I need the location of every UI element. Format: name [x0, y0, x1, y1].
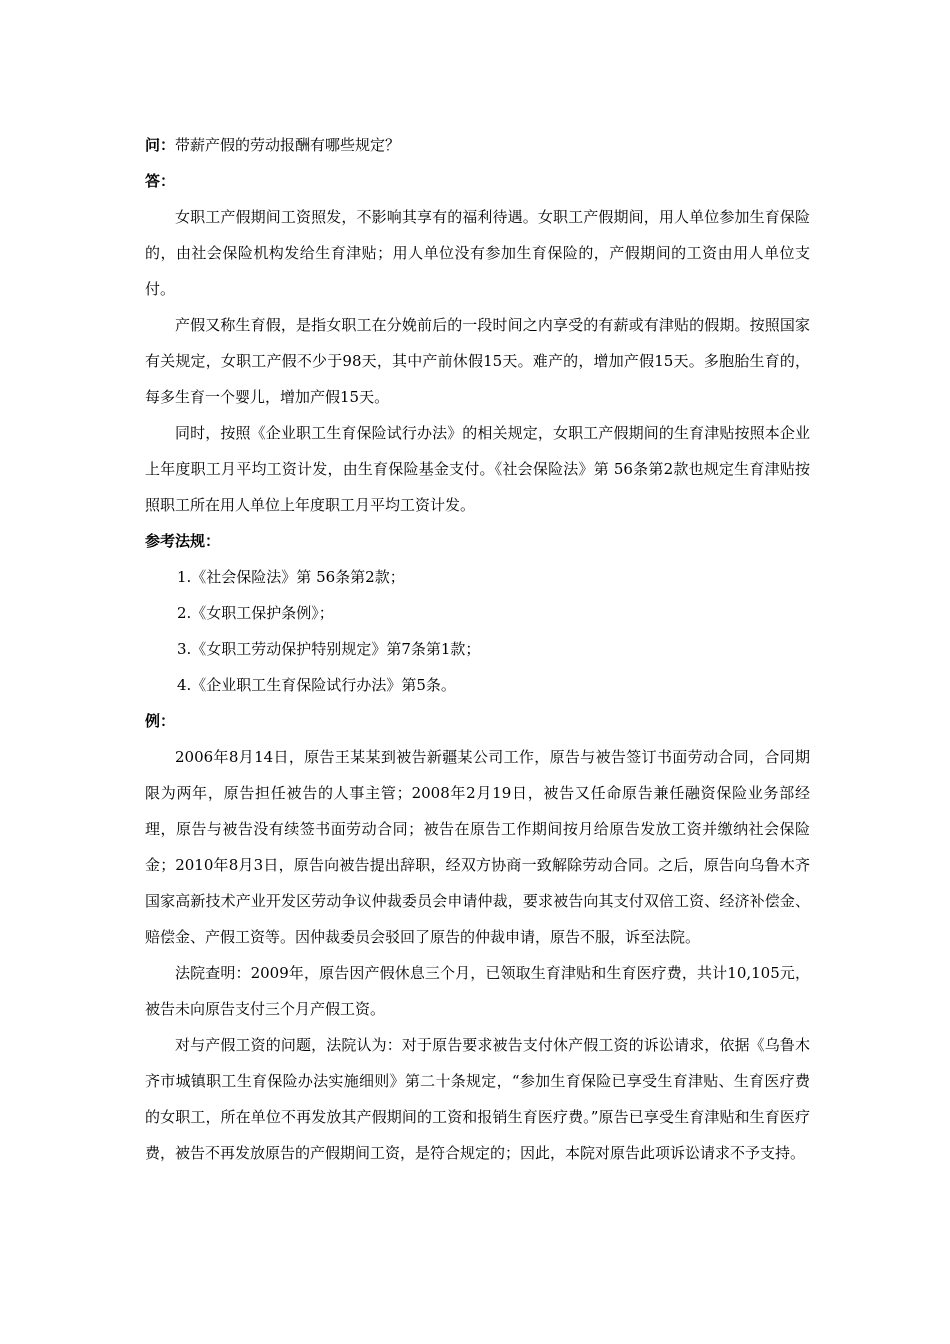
reference-item: 4.《企业职工生育保险试行办法》第5条。: [177, 676, 456, 694]
reference-item: 2.《女职工保护条例》；: [177, 604, 334, 622]
answer-paragraph: 同时，按照《企业职工生育保险试行办法》的相关规定，女职工产假期间的生育津贴按照本企业上年度职工月平均工资计发，由生育保险基金支付。《社会保险法》第 56条第2款也规定生育津贴按照职工所在用人单位上年度职工月平均工资计发。: [145, 424, 810, 514]
example-label: 例：: [145, 712, 176, 730]
example-paragraph: 法院查明：2009年，原告因产假休息三个月，已领取生育津贴和生育医疗费，共计10,105元，被告未向原告支付三个月产假工资。: [145, 964, 810, 1018]
reference-item: 3.《女职工劳动保护特别规定》第7条第1款；: [177, 640, 481, 658]
question-label: 问：: [145, 136, 176, 154]
references-label: 参考法规：: [145, 532, 221, 550]
example-paragraph: 对与产假工资的问题，法院认为：对于原告要求被告支付休产假工资的诉讼请求，依据《乌鲁木齐市城镇职工生育保险办法实施细则》第二十条规定，“参加生育保险已享受生育津贴、生育医疗费的女职工，所在单位不再发放其产假期间的工资和报销生育医疗费。”原告已享受生育津贴和生育医疗费，被告不再发放原告的产假期间工资，是符合规定的；因此，本院对原告此项诉讼请求不予支持。: [145, 1036, 810, 1162]
question-text: 带薪产假的劳动报酬有哪些规定？: [175, 136, 401, 154]
question-heading: [145, 127, 810, 163]
reference-item: 1.《社会保险法》第 56条第2款；: [177, 568, 405, 586]
answer-label: 答：: [145, 172, 176, 190]
document-body: [145, 127, 810, 1171]
answer-paragraph: 女职工产假期间工资照发，不影响其享有的福利待遇。女职工产假期间，用人单位参加生育保险的，由社会保险机构发给生育津贴；用人单位没有参加生育保险的，产假期间的工资由用人单位支付。: [145, 208, 810, 298]
example-paragraph: 2006年8月14日，原告王某某到被告新疆某公司工作，原告与被告签订书面劳动合同，合同期限为两年，原告担任被告的人事主管；2008年2月19日，被告又任命原告兼任融资保险业务部经理，原告与被告没有续签书面劳动合同；被告在原告工作期间按月给原告发放工资并缴纳社会保险金；2010年8月3日，原告向被告提出辞职，经双方协商一致解除劳动合同。之后，原告向乌鲁木齐国家高新技术产业开发区劳动争议仲裁委员会申请仲裁，要求被告向其支付双倍工资、经济补偿金、赔偿金、产假工资等。因仲裁委员会驳回了原告的仲裁申请，原告不服，诉至法院。: [145, 748, 810, 946]
answer-paragraph: 产假又称生育假，是指女职工在分娩前后的一段时间之内享受的有薪或有津贴的假期。按照国家有关规定，女职工产假不少于98天，其中产前休假15天。难产的，增加产假15天。多胞胎生育的，每多生育一个婴儿，增加产假15天。: [145, 316, 810, 406]
